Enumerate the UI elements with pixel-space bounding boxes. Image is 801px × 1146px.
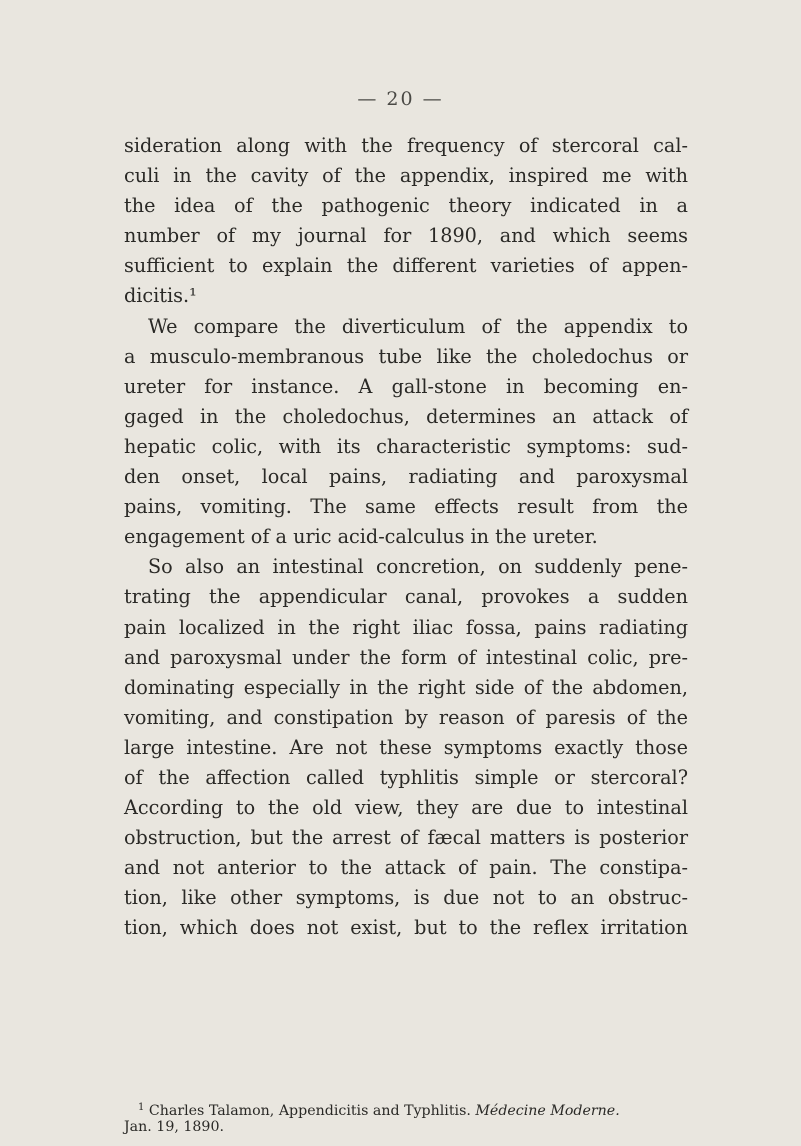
text-line: a musculo-membranous tube like the choledochus or <box>124 344 688 368</box>
footnote-date: Jan. 19, 1890. <box>124 1119 224 1135</box>
text-line: culi in the cavity of the appendix, inspired me with <box>124 164 688 188</box>
text-line: the idea of the pathogenic theory indicated in a <box>124 194 688 218</box>
footnote-citation: Charles Talamon, Appendicitis and Typhlitis. <box>148 1103 471 1119</box>
text-line: ureter for instance. A gall-stone in becoming en- <box>124 374 688 398</box>
text-line: tion, which does not exist, but to the reflex irritation <box>124 916 688 940</box>
text-line: We compare the diverticulum of the appendix to <box>148 314 688 338</box>
body-text <box>124 131 688 944</box>
text-line: sideration along with the frequency of stercoral cal- <box>124 134 688 157</box>
text-line: According to the old view, they are due to intestinal <box>124 796 688 820</box>
text-line: and paroxysmal under the form of intestinal colic, pre- <box>124 645 688 669</box>
text-line: hepatic colic, with its characteristic symptoms: sud- <box>124 434 688 458</box>
text-line: pains, vomiting. The same effects result from the <box>124 495 688 519</box>
text-line: pain localized in the right iliac fossa, pains radiating <box>124 615 688 639</box>
text-line: dicitis.¹ <box>124 284 197 308</box>
text-line: tion, like other symptoms, is due not to an obstruc- <box>124 886 688 910</box>
footnote-journal: Médecine Moderne. <box>475 1103 620 1119</box>
text-line: den onset, local pains, radiating and paroxysmal <box>124 465 688 489</box>
text-line: gaged in the choledochus, determines an attack of <box>124 404 688 428</box>
text-line: vomiting, and constipation by reason of paresis of the <box>124 705 688 729</box>
text-line: number of my journal for 1890, and which seems <box>124 224 688 248</box>
text-line: large intestine. Are not these symptoms exactly those <box>124 735 688 759</box>
footnote-marker: 1 <box>138 1102 145 1113</box>
text-line: obstruction, but the arrest of fæcal matters is posterior <box>124 826 688 850</box>
text-line: sufficient to explain the different varieties of appen- <box>124 254 688 278</box>
footnote <box>124 1098 688 1117</box>
page-number: — 20 — <box>357 88 444 110</box>
text-line: dominating especially in the right side of the abdomen, <box>124 675 688 699</box>
text-line: trating the appendicular canal, provokes a sudden <box>124 585 688 609</box>
text-line: So also an intestinal concretion, on suddenly pene- <box>148 555 688 579</box>
text-line: of the affection called typhlitis simple or stercoral? <box>124 765 688 789</box>
text-line: engagement of a uric acid-calculus in the ureter. <box>124 525 598 549</box>
text-line: and not anterior to the attack of pain. The constipa- <box>124 856 688 880</box>
